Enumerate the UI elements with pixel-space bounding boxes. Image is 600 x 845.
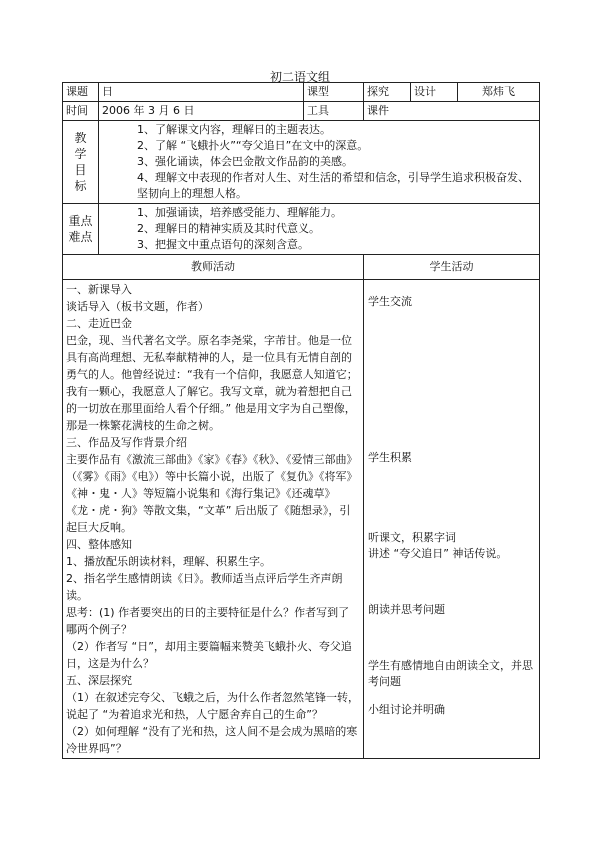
label-topic: 课题 [63,83,99,102]
teacher-question: 思考：(1) 作者要突出的日的主要特征是什么？作者写到了哪两个例子？ [66,606,350,636]
teacher-text: 谈话导入（板书文题，作者） [66,300,209,313]
goal-item: 2、了解 “飞蛾扑火”“夸父追日”在文中的深意。 [137,139,369,152]
goals-label-char: 学 [74,147,87,161]
student-item: 学生积累 [368,451,412,464]
keypoint-item: 3、把握文中重点语句的深刻含意。 [137,238,309,251]
goal-item: 1、了解课文内容，理解日的主题表达。 [137,123,331,136]
keypoints-label-line: 重点 [68,214,93,228]
label-keypoints [63,204,99,255]
teacher-text: 2、指名学生感情朗读《日》。教师适当点评后学生齐声朗读。 [66,572,343,602]
student-activities [364,280,540,759]
student-activity-header: 学生活动 [364,255,540,280]
student-item: 学生交流 [368,295,412,308]
teacher-question: （2）如何理解 “没有了光和热，这人间不是会成为黑暗的寒冷世界吗”？ [66,725,358,755]
goals-label-char: 目 [74,163,87,177]
teacher-question: （2）作者写 “日”，却用主要篇幅来赞美飞蛾扑火、夸父追日，这是为什么？ [66,640,352,670]
student-item: 小组讨论并明确 [368,703,445,716]
goals-label-char: 教 [74,131,87,145]
goal-item: 4、理解文中表现的作者对人生、对生活的希望和信念，引导学生追求积极奋发、坚韧向上的理想人格。 [137,171,529,200]
teacher-question: （1）在叙述完夸父、飞蛾之后，为什么作者忽然笔锋一转，说起了 “为着追求光和热，人宁愿舍弃自己的生命”？ [66,691,359,721]
label-type: 课型 [304,83,364,102]
row-topic [63,83,540,102]
value-topic: 日 [99,83,304,102]
value-tool: 课件 [364,102,540,121]
section-heading: 四、整体感知 [66,538,132,551]
section-heading: 三、作品及写作背景介绍 [66,436,187,449]
section-heading: 二、走近巴金 [66,317,132,330]
keypoints-list [99,204,540,255]
value-type: 探究 [364,83,411,102]
section-heading: 一、新课导入 [66,283,132,296]
goal-item: 3、强化诵读，体会巴金散文作品韵的美感。 [137,155,353,168]
row-goals [63,121,540,204]
document-title: 初二语文组 [269,70,330,84]
teacher-text: 主要作品有《激流三部曲》《家》《春》《秋》、《爱情三部曲》（《雾》《雨》《电》）等中长篇小说，出版了《复仇》《将军》《神・鬼・人》等短篇小说集和《海行集记》《还魂草》《龙・虎・狗》等散文集，“文革” 后出版了《随想录》，引起巨大反响。 [66,453,358,534]
value-designer: 郑炜飞 [458,83,540,102]
section-heading: 五、深层探究 [66,674,132,687]
row-time [63,102,540,121]
value-time: 2006 年 3 月 6 日 [99,102,304,121]
keypoint-item: 1、加强诵读，培养感受能力、理解能力。 [137,206,342,219]
teacher-text: 巴金，现、当代著名文学。原名李尧棠，字芾甘。他是一位具有高尚理想、无私奉献精神的人，是一位具有无情自剖的勇气的人。他曾经说过：“我有一个信仰，我愿意人知道它；我有一颗心，我愿意人了解它。我写文章，就为着想把自己的一切放在那里面给人看个仔细。” 他是用文字为自己塑像，那是一株繁花满枝的生命之树。 [66,334,358,432]
label-goals [63,121,99,204]
label-tool: 工具 [304,102,364,121]
row-activities [63,280,540,759]
student-item: 朗读并思考问题 [368,603,445,616]
keypoints-label-line: 难点 [68,230,93,244]
label-designer: 设计 [411,83,458,102]
teacher-activity-header: 教师活动 [63,255,364,280]
goals-label-char: 标 [74,179,87,193]
label-time: 时间 [63,102,99,121]
student-item: 听课文，积累字词 [368,531,456,544]
keypoint-item: 2、理解日的精神实质及其时代意义。 [137,222,320,235]
row-activity-headers [63,255,540,280]
row-keypoints [63,204,540,255]
student-item: 讲述 “夸父追日” 神话传说。 [368,547,508,560]
lesson-plan-table [62,82,540,759]
teacher-activities [63,280,364,759]
goals-list [99,121,540,204]
teacher-text: 1、播放配乐朗读材料，理解、积累生字。 [66,555,271,568]
student-item: 学生有感情地自由朗读全文，并思考问题 [368,659,533,688]
